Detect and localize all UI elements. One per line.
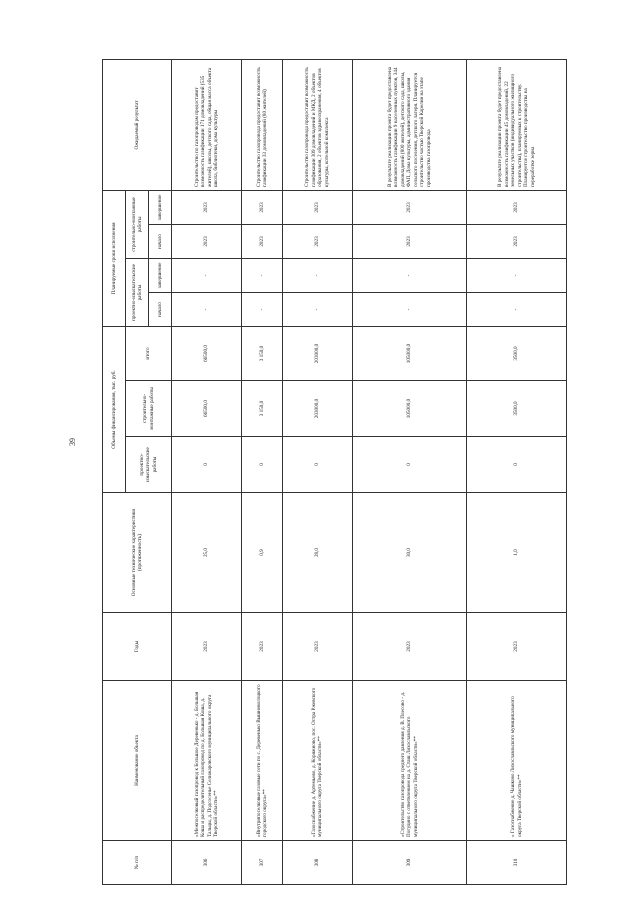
cell-length: 0,9 [242,493,283,613]
header-dl-design: проектно-изыскательские работы [126,258,149,326]
page-number: 39 [68,438,77,446]
cell-years: 2023 [282,613,352,681]
cell-result: В результате реализации проекта будет предоставлена возможность газификации 9 населенных пунктов, 344 домовладений (800 жителей), детского сада, школы, ФАП, Дома культуры, административного здания сельского поселения, детского лагеря. Планируется строительство частью Тверской Карелии на этапе производства газопровода [353,59,467,190]
cell-years: 2023 [172,613,242,681]
cell-name: «Внутрипоселковые газовые сети по с. Деревенько Вышневолоцкого городского округа»** [242,681,283,841]
cell-fin-construction: 3 150,0 [242,381,283,437]
cell-fin-construction: 105000,0 [353,381,467,437]
cell-length: 30,0 [353,493,467,613]
cell-cons-start: 2023 [242,224,283,258]
cell-fin-total: 3500,0 [467,326,567,380]
cell-name: « Газоснабжение д. Чашково Лихославльского муниципального округа Тверской области»** [467,681,567,841]
cell-num: 309 [353,841,467,885]
table-row [242,59,283,884]
cell-years: 2023 [353,613,467,681]
cell-design-end: - [172,258,242,292]
header-fin-construction: строительно-монтажные работы [126,381,172,437]
cell-result: Строительство по газопроводам предоставит возможность газификации 171 домовладений (535 жителей), школы, детского сада, общая масса объекта школа, библиотеки, дома культуры [172,59,242,190]
header-result: Ожидаемый результат [103,59,172,190]
cell-fin-total: 105000,0 [353,326,467,380]
cell-cons-start: 2023 [467,224,567,258]
cell-fin-design: 0 [172,437,242,493]
cell-design-start: - [172,292,242,326]
cell-cons-end: 2023 [282,190,352,224]
cell-cons-end: 2023 [353,190,467,224]
cell-fin-construction: 66500,0 [172,381,242,437]
cell-name: «Строительство газопровода среднего давления д. В. Плесово - д. Погудино с ответвлением на д. Сташ Лихославльского муниципального округа Тверской области»** [353,681,467,841]
header-financing: Объемы финансирования, тыс. руб. [103,326,126,492]
header-dl-cons-start: начало [149,224,172,258]
header-dl-design-start: начало [149,292,172,326]
cell-num: 310 [467,841,567,885]
cell-cons-start: 2023 [172,224,242,258]
cell-length: 28,0 [282,493,352,613]
header-dl-construction: строительно-монтажные работы [126,190,149,258]
cell-fin-design: 0 [282,437,352,493]
cell-result: В результате реализации проекта будет предоставлена возможность газификации 45 домовладений, 22 земельных участков (индивидуального жилищного строительства), планируемых к строительству. Планируется строительство производства на переработке зерна [467,59,567,190]
cell-years: 2023 [467,613,567,681]
header-characteristics: Основные технические характеристики (протяженность) [103,493,172,613]
cell-result: Строительство газопровода предоставит возможность газификации 33 домовладений (80 жителей) [242,59,283,190]
cell-fin-total: 203000,0 [282,326,352,380]
cell-name: «Газоснабжение д. Артемьево, д. Коряжново, пос. Остра Ржевского муниципального округа Тверской области»** [282,681,352,841]
cell-length: 25,0 [172,493,242,613]
table-row [172,59,242,884]
cell-cons-end: 2023 [467,190,567,224]
cell-design-start: - [353,292,467,326]
cell-result: Строительство газопровода предоставит возможность газификации 309 домовладений и МКД, 2 объектов образования, 2 объектов здравоохранения, 4 объектов культуры, котельной комплекса [282,59,352,190]
cell-fin-construction: 3500,0 [467,381,567,437]
cell-cons-start: 2023 [282,224,352,258]
cell-years: 2023 [242,613,283,681]
cell-cons-end: 2023 [172,190,242,224]
objects-table [102,59,567,885]
cell-design-end: - [282,258,352,292]
cell-fin-total: 3 150,0 [242,326,283,380]
cell-fin-design: 0 [353,437,467,493]
header-fin-design: проектно-изыскательские работы [126,437,172,493]
cell-name: «Межпоселковый газопровод к Большое Деревенько - д. Большая Коша и распределительный газопровод по д. Большая Коша, д. Тальцы, д. Подсосенье Селижаровского муниципального округа Тверской области»** [172,681,242,841]
table-row [353,59,467,884]
cell-design-end: - [467,258,567,292]
cell-design-start: - [242,292,283,326]
cell-num: 306 [172,841,242,885]
cell-length: 1,0 [467,493,567,613]
cell-cons-end: 2023 [242,190,283,224]
cell-design-end: - [353,258,467,292]
header-num: № п/п [103,841,172,885]
cell-design-start: - [282,292,352,326]
cell-num: 308 [282,841,352,885]
table-row [282,59,352,884]
cell-fin-design: 0 [467,437,567,493]
header-dl-design-end: завершение [149,258,172,292]
header-years: Годы [103,613,172,681]
cell-design-end: - [242,258,283,292]
cell-fin-design: 0 [242,437,283,493]
header-row-1 [103,59,126,884]
cell-design-start: - [467,292,567,326]
rotated-table-container [102,60,567,885]
cell-fin-total: 66500,0 [172,326,242,380]
header-deadlines: Планируемые сроки исполнения [103,190,126,326]
header-name: Наименование объекта [103,681,172,841]
header-dl-cons-end: завершение [149,190,172,224]
table-row [467,59,567,884]
cell-num: 307 [242,841,283,885]
cell-cons-start: 2023 [353,224,467,258]
header-fin-total: итого [126,326,172,380]
cell-fin-construction: 203000,0 [282,381,352,437]
